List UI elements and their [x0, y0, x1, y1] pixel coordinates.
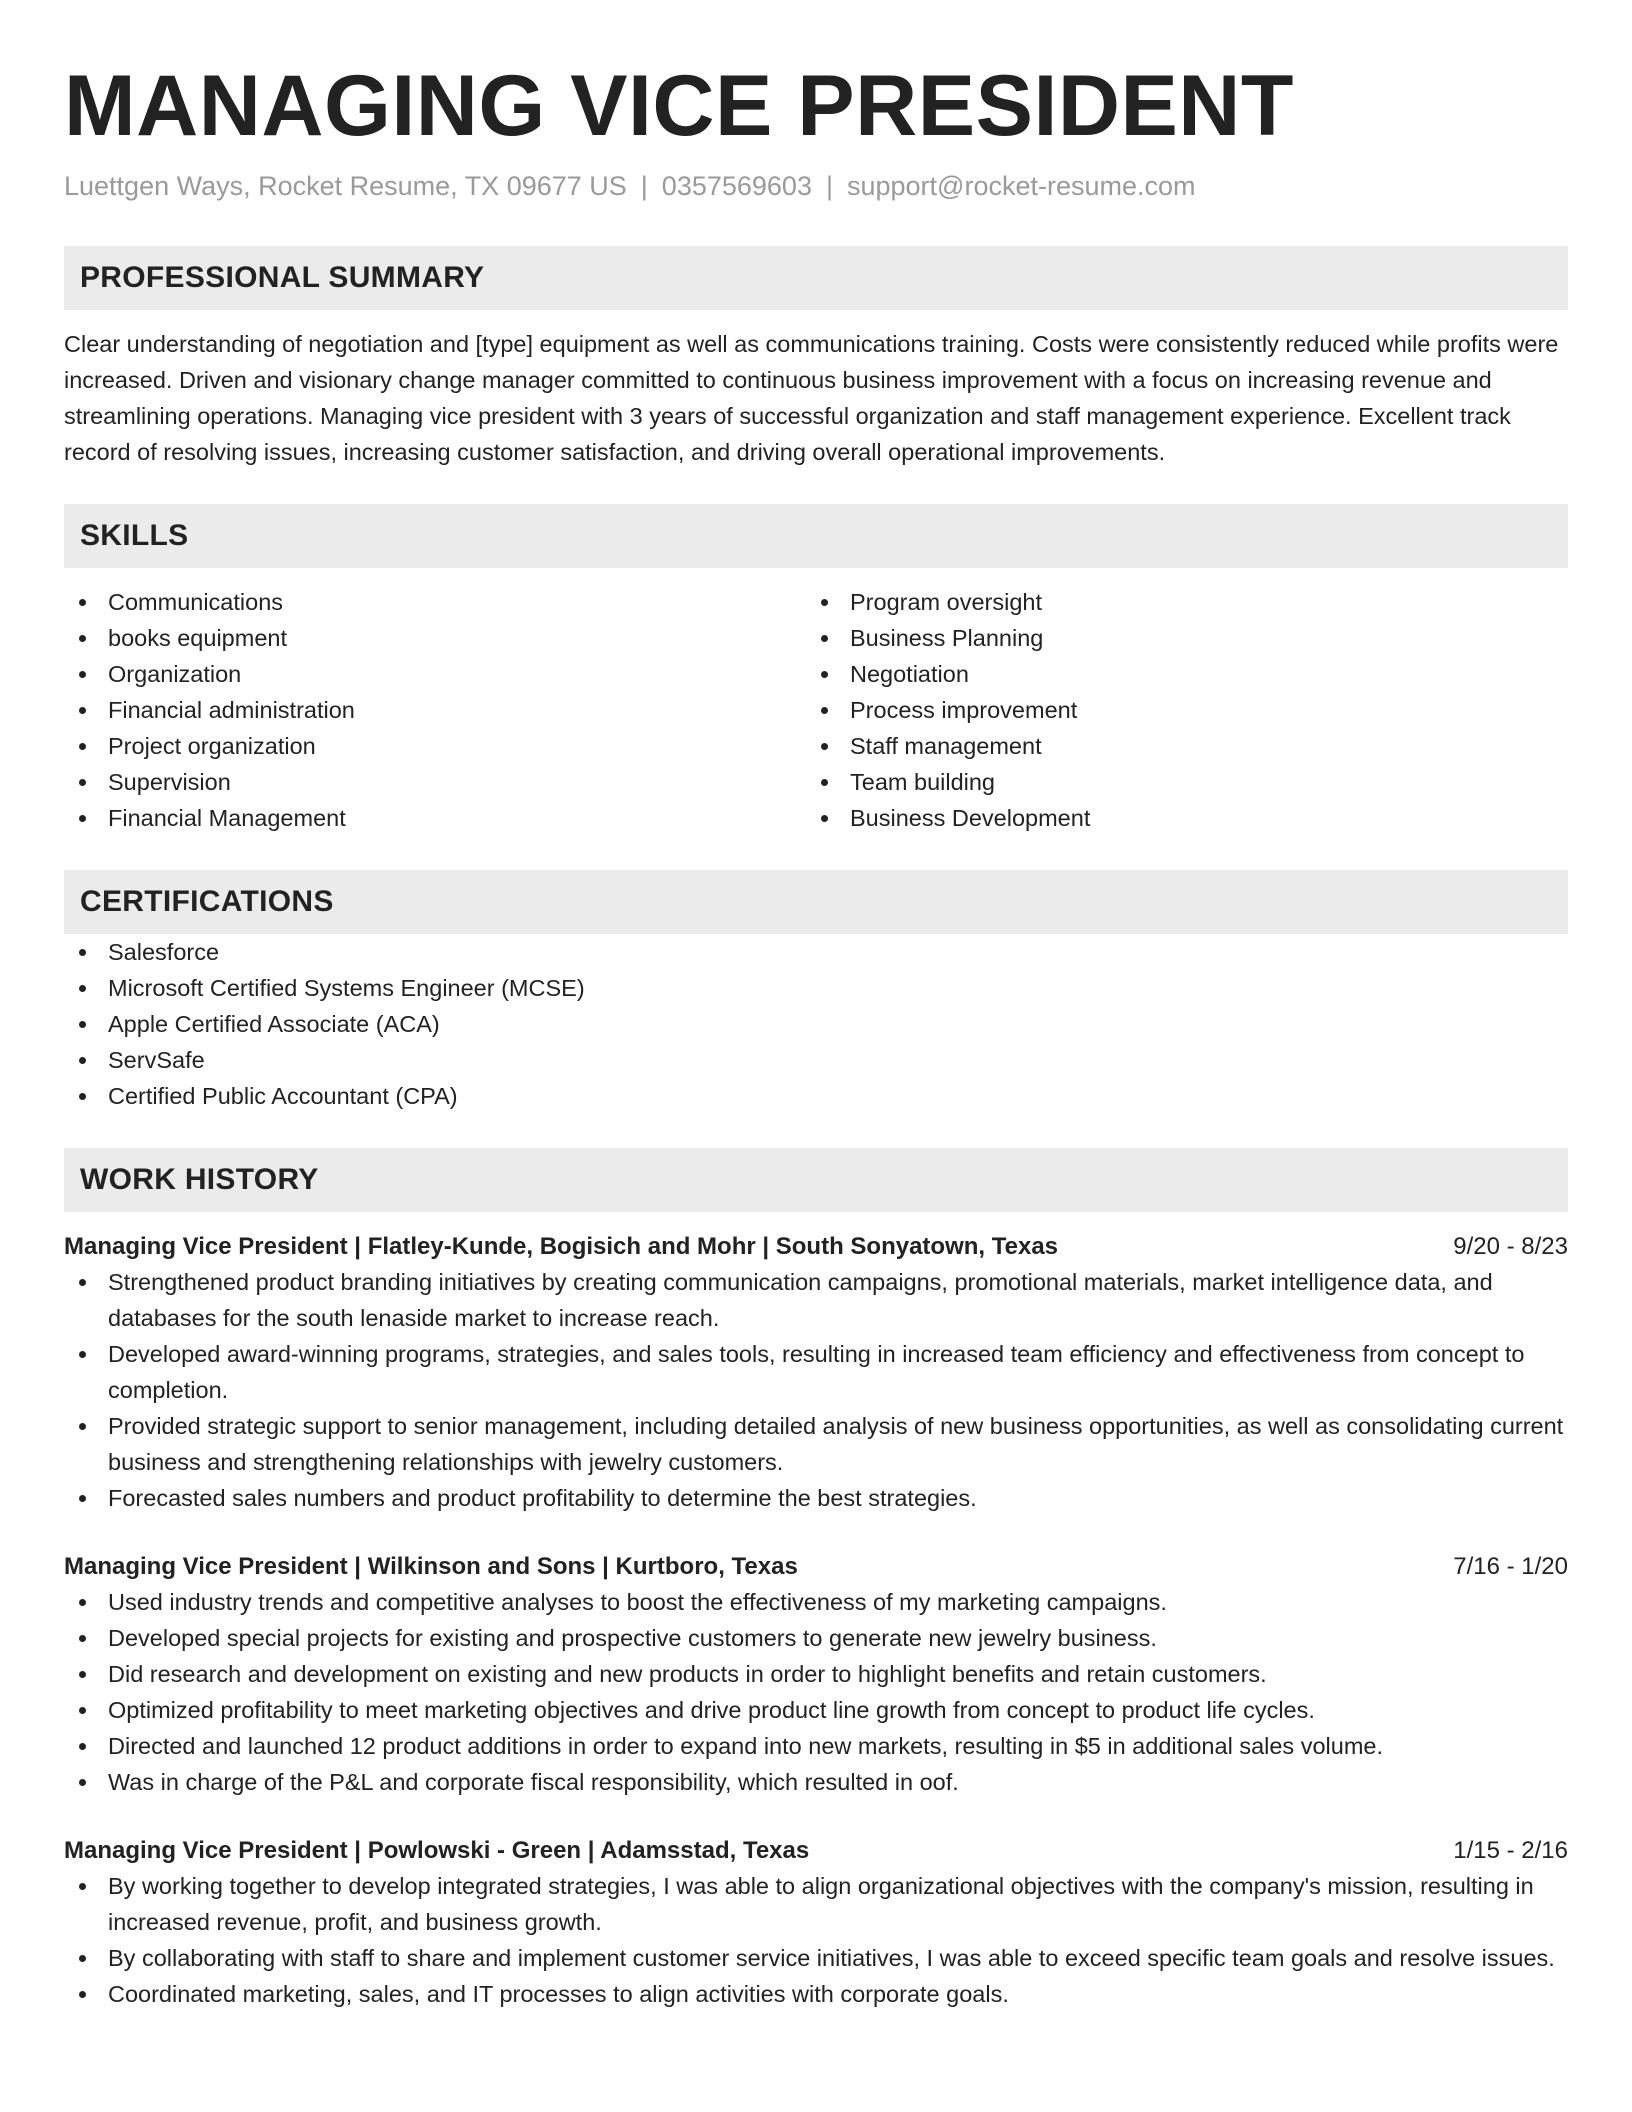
certification-item-text: Salesforce: [108, 939, 220, 965]
certifications-list: [64, 934, 1568, 1114]
certification-item-text: ServSafe: [108, 1047, 205, 1073]
job-bullet-text: Provided strategic support to senior management, including detailed analysis of new business opportunities, as well as consolidating current business and strengthening relationships with jewelry customers.: [108, 1413, 1564, 1475]
contact-address: Luettgen Ways, Rocket Resume, TX 09677 US: [64, 171, 627, 201]
skill-item-text: books equipment: [108, 625, 287, 651]
bullet-dot: [79, 1351, 86, 1358]
job-bullet: [64, 1584, 1568, 1620]
bullet-dot: [79, 1423, 86, 1430]
bullet-dot: [79, 1279, 86, 1286]
skill-item: [806, 692, 1548, 728]
bullet-dot: [79, 707, 86, 714]
job-entry: [64, 1550, 1568, 1800]
bullet-dot: [79, 671, 86, 678]
job-bullet: [64, 1336, 1568, 1408]
certification-item-text: Apple Certified Associate (ACA): [108, 1011, 440, 1037]
skills-list-right: [806, 584, 1548, 836]
bullet-dot: [79, 985, 86, 992]
skills-column-left: [64, 584, 806, 836]
skill-item-text: Supervision: [108, 769, 231, 795]
certification-item-text: Certified Public Accountant (CPA): [108, 1083, 458, 1109]
certification-item: [64, 1042, 1568, 1078]
job-bullet-text: Was in charge of the P&L and corporate fiscal responsibility, which resulted in oof.: [108, 1769, 959, 1795]
contact-separator: |: [640, 171, 648, 201]
job-bullet-text: Strengthened product branding initiatives by creating communication campaigns, promotional materials, market intelligence data, and databases for the south lenaside market to increase reach.: [108, 1269, 1493, 1331]
skill-item-text: Staff management: [850, 733, 1042, 759]
bullet-dot: [79, 1991, 86, 1998]
skill-item: [64, 764, 806, 800]
job-title-row: [64, 1230, 1568, 1264]
contact-phone: 0357569603: [661, 171, 812, 201]
job-bullet: [64, 1728, 1568, 1764]
summary-heading: PROFESSIONAL SUMMARY: [64, 246, 1568, 310]
contact-email: support@rocket-resume.com: [846, 171, 1196, 201]
skill-item-text: Financial Management: [108, 805, 346, 831]
job-bullet-text: Developed award-winning programs, strategies, and sales tools, resulting in increased team efficiency and effectiveness from concept to completion.: [108, 1341, 1525, 1403]
bullet-dot: [79, 1599, 86, 1606]
skill-item: [64, 728, 806, 764]
skill-item: [64, 620, 806, 656]
skill-item-text: Process improvement: [850, 697, 1078, 723]
bullet-dot: [821, 671, 828, 678]
job-bullet-text: Developed special projects for existing and prospective customers to generate new jewelry business.: [108, 1625, 1157, 1651]
resume-name: MANAGING VICE PRESIDENT: [64, 58, 1294, 154]
bullet-dot: [79, 1057, 86, 1064]
bullet-dot: [79, 1635, 86, 1642]
bullet-dot: [79, 1495, 86, 1502]
job-bullet: [64, 1656, 1568, 1692]
bullet-dot: [79, 1883, 86, 1890]
skills-heading: SKILLS: [64, 504, 1568, 568]
job-title-row: [64, 1550, 1568, 1584]
skills-list-left: [64, 584, 806, 836]
bullet-dot: [79, 1021, 86, 1028]
skill-item: [64, 692, 806, 728]
job-bullet-list: [64, 1264, 1568, 1516]
job-bullet: [64, 1764, 1568, 1800]
bullet-dot: [79, 1779, 86, 1786]
job-bullet: [64, 1264, 1568, 1336]
job-bullet: [64, 1940, 1568, 1976]
job-title: Managing Vice President | Powlowski - Green | Adamsstad, Texas: [64, 1837, 810, 1864]
job-bullet-text: By collaborating with staff to share and implement customer service initiatives, I was able to exceed specific team goals and resolve issues.: [108, 1945, 1555, 1971]
job-bullet-text: Optimized profitability to meet marketing objectives and drive product line growth from concept to product life cycles.: [108, 1697, 1315, 1723]
bullet-dot: [79, 1671, 86, 1678]
work-history-list: [64, 1230, 1568, 2012]
skill-item: [806, 656, 1548, 692]
job-bullet-text: Forecasted sales numbers and product profitability to determine the best strategies.: [108, 1485, 977, 1511]
job-bullet-text: Did research and development on existing and new products in order to highlight benefits and retain customers.: [108, 1661, 1267, 1687]
job-bullet-list: [64, 1868, 1568, 2012]
resume-page: [64, 56, 1568, 2012]
skill-item-text: Financial administration: [108, 697, 355, 723]
certifications-heading: CERTIFICATIONS: [64, 870, 1568, 934]
certification-item: [64, 1006, 1568, 1042]
bullet-dot: [79, 1093, 86, 1100]
skill-item-text: Project organization: [108, 733, 316, 759]
skill-item-text: Communications: [108, 589, 284, 615]
skill-item: [64, 800, 806, 836]
certification-item: [64, 934, 1568, 970]
work-history-heading: WORK HISTORY: [64, 1148, 1568, 1212]
job-bullet-text: Directed and launched 12 product additions in order to expand into new markets, resulting in $5 in additional sales volume.: [108, 1733, 1383, 1759]
job-bullet-text: Coordinated marketing, sales, and IT processes to align activities with corporate goals.: [108, 1981, 1009, 2007]
bullet-dot: [79, 1707, 86, 1714]
bullet-dot: [79, 779, 86, 786]
skills-grid: [64, 584, 1568, 836]
job-bullet: [64, 1620, 1568, 1656]
job-bullet-list: [64, 1584, 1568, 1800]
skill-item: [806, 800, 1548, 836]
job-bullet: [64, 1480, 1568, 1516]
job-dates: 9/20 - 8/23: [1453, 1233, 1568, 1260]
job-dates: 7/16 - 1/20: [1453, 1553, 1568, 1580]
skills-column-right: [806, 584, 1548, 836]
bullet-dot: [79, 743, 86, 750]
bullet-dot: [821, 779, 828, 786]
job-bullet-text: By working together to develop integrated strategies, I was able to align organizational objectives with the company's mission, resulting in increased revenue, profit, and business growth.: [108, 1873, 1534, 1935]
job-bullet-text: Used industry trends and competitive analyses to boost the effectiveness of my marketing campaigns.: [108, 1589, 1167, 1615]
skill-item-text: Organization: [108, 661, 242, 687]
skill-item-text: Negotiation: [850, 661, 969, 687]
job-bullet: [64, 1692, 1568, 1728]
job-title: Managing Vice President | Flatley-Kunde, Bogisich and Mohr | South Sonyatown, Texas: [64, 1233, 1059, 1260]
bullet-dot: [821, 743, 828, 750]
skill-item-text: Program oversight: [850, 589, 1042, 615]
skill-item-text: Team building: [850, 769, 996, 795]
bullet-dot: [79, 635, 86, 642]
summary-text: Clear understanding of negotiation and [type] equipment as well as communications training. Costs were consistently reduced while profits were increased. Driven and visionary change manager committed to continuous business improvement with a focus on increasing revenue and streamlining operations. Managing vice president with 3 years of successful organization and staff management experience. Excellent track record of resolving issues, increasing customer satisfaction, and driving overall operational improvements.: [64, 331, 1559, 465]
skill-item: [806, 728, 1548, 764]
bullet-dot: [821, 815, 828, 822]
skill-item: [806, 764, 1548, 800]
job-bullet: [64, 1408, 1568, 1480]
skill-item: [806, 620, 1548, 656]
certification-item-text: Microsoft Certified Systems Engineer (MCSE): [108, 975, 585, 1001]
skill-item-text: Business Planning: [850, 625, 1044, 651]
skill-item-text: Business Development: [850, 805, 1091, 831]
job-entry: [64, 1230, 1568, 1516]
bullet-dot: [79, 815, 86, 822]
contact-line: [64, 168, 1568, 204]
bullet-dot: [821, 707, 828, 714]
skill-item: [806, 584, 1548, 620]
certification-item: [64, 970, 1568, 1006]
contact-separator: |: [825, 171, 833, 201]
bullet-dot: [79, 599, 86, 606]
bullet-dot: [79, 1955, 86, 1962]
skill-item: [64, 656, 806, 692]
job-entry: [64, 1834, 1568, 2012]
bullet-dot: [79, 949, 86, 956]
bullet-dot: [821, 635, 828, 642]
skill-item: [64, 584, 806, 620]
bullet-dot: [79, 1743, 86, 1750]
job-title: Managing Vice President | Wilkinson and Sons | Kurtboro, Texas: [64, 1553, 798, 1580]
job-dates: 1/15 - 2/16: [1453, 1837, 1568, 1864]
certification-item: [64, 1078, 1568, 1114]
bullet-dot: [821, 599, 828, 606]
job-bullet: [64, 1976, 1568, 2012]
job-title-row: [64, 1834, 1568, 1868]
job-bullet: [64, 1868, 1568, 1940]
